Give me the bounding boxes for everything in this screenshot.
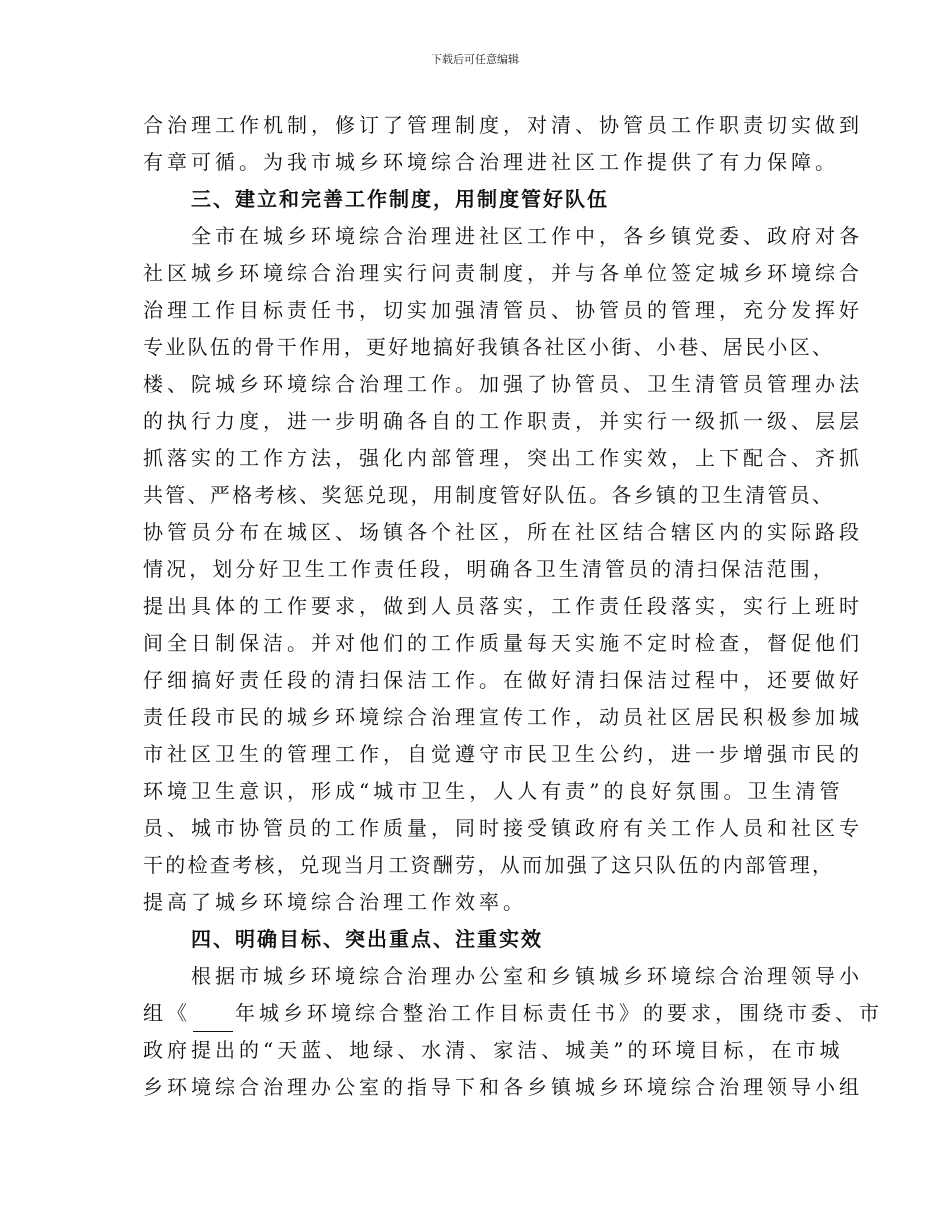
paragraph-line: 员、城市协管员的工作质量，同时接受镇政府有关工作人员和社区专 — [143, 816, 863, 840]
page-header: 下载后可任意编辑 — [431, 53, 519, 66]
paragraph-line: 干的检查考核，兑现当月工资酬劳，从而加强了这只队伍的内部管理， — [143, 853, 835, 877]
line-text-after-blank: 年城乡环境综合整治工作目标责任书》的要求，围绕市委、市 — [235, 1001, 883, 1025]
paragraph-line: 专业队伍的骨干作用，更好地搞好我镇各社区小街、小巷、居民小区、 — [143, 335, 835, 359]
fill-in-blank — [193, 1011, 233, 1032]
paragraph-line: 环境卫生意识，形成“城市卫生，人人有责”的良好氛围。卫生清管 — [143, 779, 844, 803]
document-body — [143, 107, 883, 1106]
paragraph-line: 市社区卫生的管理工作，自觉遵守市民卫生公约，进一步增强市民的 — [143, 742, 863, 766]
paragraph-line: 间全日制保洁。并对他们的工作质量每天实施不定时检查，督促他们 — [143, 631, 863, 655]
section-heading: 四、明确目标、突出重点、注重实效 — [191, 927, 543, 951]
paragraph-line: 协管员分布在城区、场镇各个社区，所在社区结合辖区内的实际路段 — [143, 520, 863, 544]
paragraph-line: 共管、严格考核、奖惩兑现，用制度管好队伍。各乡镇的卫生清管员、 — [143, 483, 835, 507]
section-heading: 三、建立和完善工作制度，用制度管好队伍 — [191, 187, 609, 211]
paragraph-line-with-blank — [143, 995, 883, 1032]
paragraph-line: 提出具体的工作要求，做到人员落实，工作责任段落实，实行上班时 — [143, 594, 863, 618]
paragraph-line: 提高了城乡环境综合治理工作效率。 — [143, 890, 527, 914]
paragraph-line: 抓落实的工作方法，强化内部管理，突出工作实效，上下配合、齐抓 — [143, 446, 863, 470]
paragraph-line: 政府提出的“天蓝、地绿、水清、家洁、城美”的环境目标，在市城 — [143, 1038, 844, 1062]
paragraph-line: 的执行力度，进一步明确各自的工作职责，并实行一级抓一级、层层 — [143, 409, 863, 433]
paragraph-line: 治理工作目标责任书，切实加强清管员、协管员的管理，充分发挥好 — [143, 298, 863, 322]
paragraph-line: 根据市城乡环境综合治理办公室和乡镇城乡环境综合治理领导小 — [191, 964, 863, 988]
paragraph-line: 仔细搞好责任段的清扫保洁工作。在做好清扫保洁过程中，还要做好 — [143, 668, 863, 692]
paragraph-line: 责任段市民的城乡环境综合治理宣传工作，动员社区居民积极参加城 — [143, 705, 863, 729]
paragraph-line: 全市在城乡环境综合治理进社区工作中，各乡镇党委、政府对各 — [191, 224, 863, 248]
paragraph-line: 情况，划分好卫生工作责任段，明确各卫生清管员的清扫保洁范围， — [143, 557, 836, 581]
paragraph-line: 楼、院城乡环境综合治理工作。加强了协管员、卫生清管员管理办法 — [143, 372, 863, 396]
paragraph-line: 社区城乡环境综合治理实行问责制度，并与各单位签定城乡环境综合 — [143, 261, 863, 285]
paragraph-line: 合治理工作机制，修订了管理制度，对清、协管员工作职责切实做到 — [143, 113, 863, 137]
line-text-before-blank: 组《 — [143, 1001, 191, 1025]
paragraph-line: 乡环境综合治理办公室的指导下和各乡镇城乡环境综合治理领导小组 — [143, 1075, 863, 1099]
paragraph-line: 有章可循。为我市城乡环境综合治理进社区工作提供了有力保障。 — [143, 150, 839, 174]
